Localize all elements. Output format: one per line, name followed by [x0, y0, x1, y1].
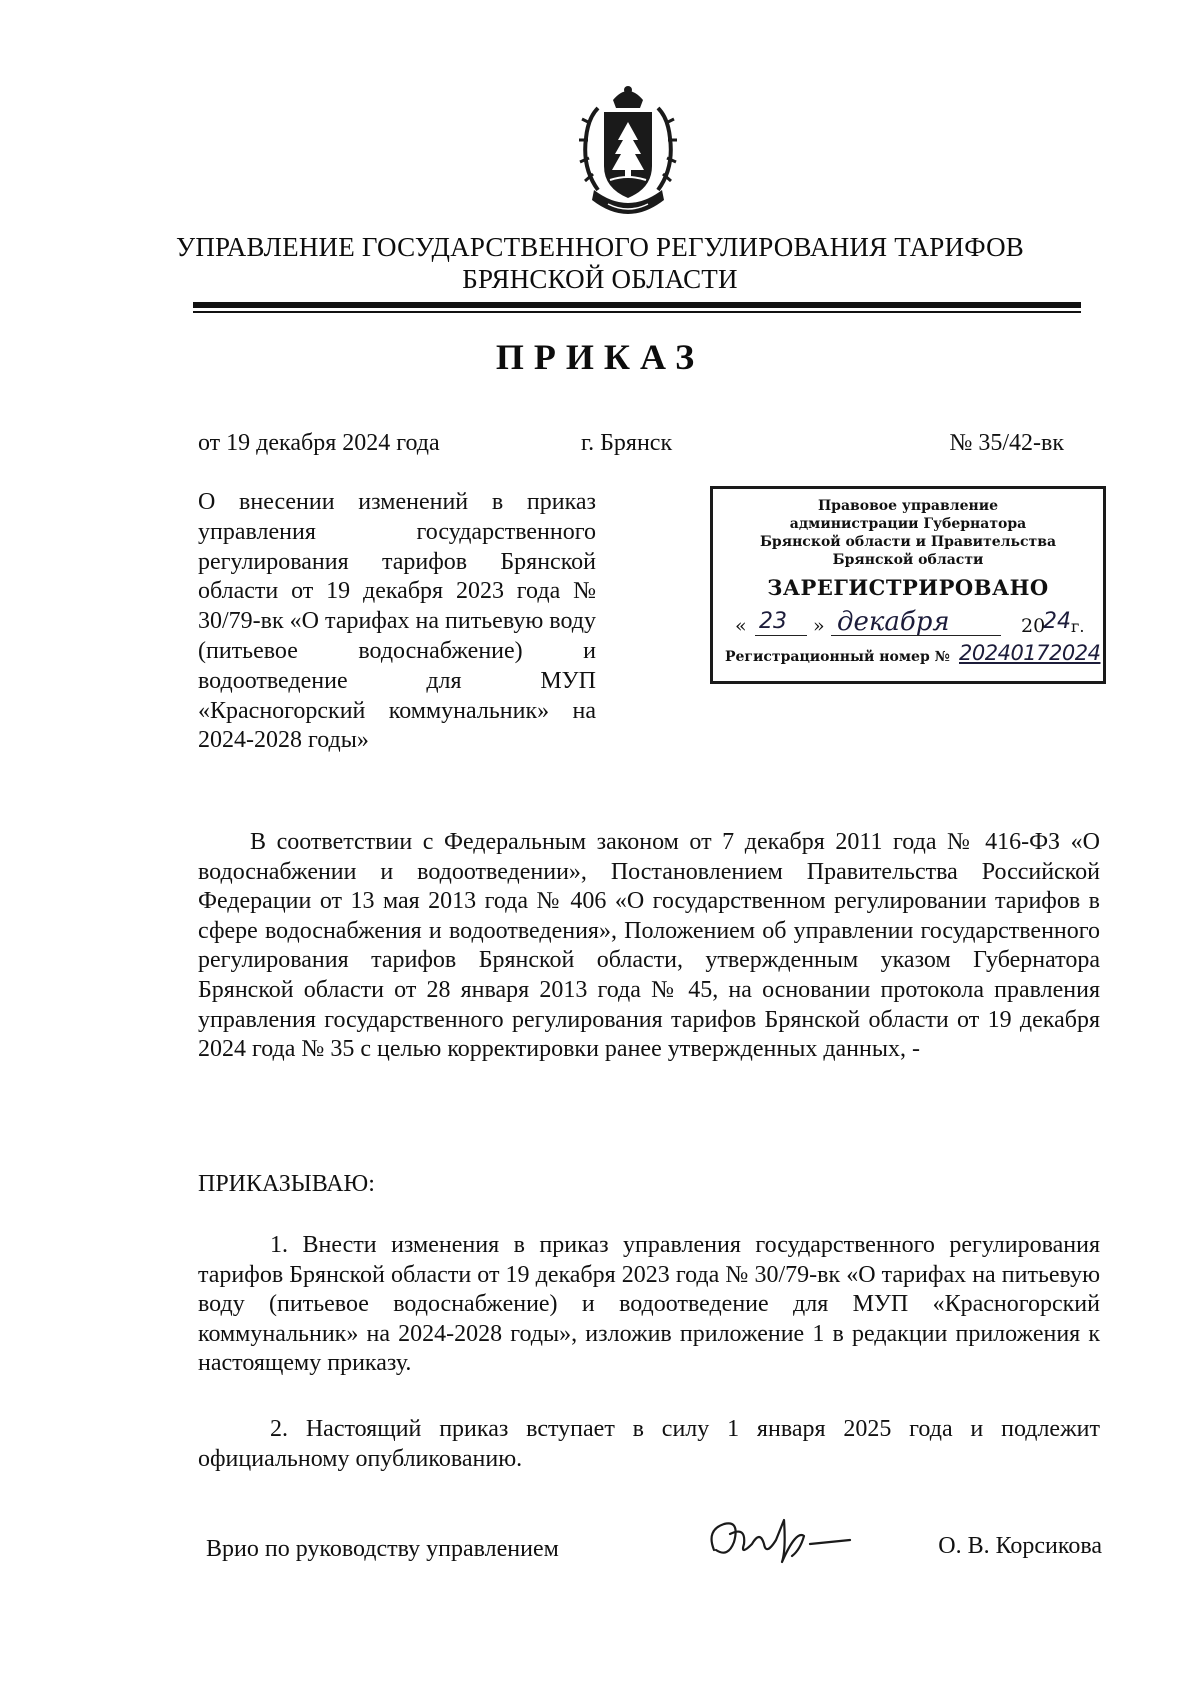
stamp-line1: Правовое управление [817, 498, 999, 514]
document-city: г. Брянск [581, 430, 673, 456]
stamp-registration-number: 20240172024 [959, 641, 1101, 665]
document-number: № 35/42-вк [949, 430, 1064, 456]
decree-heading: ПРИКАЗЫВАЮ: [198, 1171, 375, 1197]
stamp-quote-close: » [813, 615, 825, 637]
stamp-date-row [735, 607, 1090, 643]
header-rule-thick [193, 302, 1081, 308]
preamble-paragraph: В соответствии с Федеральным законом от 7 декабря 2011 года № 416-ФЗ «О водоснабжении и водоотведении», Постановлением Правительства Российской Федерации от 13 мая 2013 года № 406 «О государственном регулировании тарифов в сфере водоснабжения и водоотведения», Положением об управлении государственного регулирования тарифов Брянской области, утвержденным указом Губернатора Брянской области от 28 января 2013 года № 45, на основании протокола правления управления государственного регулирования тарифов Брянской области от 19 декабря 2024 года № 35 с целью корректировки ранее утвержденных данных, - [198, 829, 1100, 1063]
stamp-day-handwritten: 23 [759, 609, 787, 634]
handwritten-signature [700, 1500, 860, 1580]
signatory-name: О. В. Корсикова [938, 1533, 1102, 1559]
stamp-month-handwritten: декабря [837, 607, 950, 637]
signatory-role: Врио по руководству управлением [206, 1536, 559, 1562]
stamp-line4: Брянской области [832, 552, 984, 568]
stamp-line2: администрации Губернатора [789, 516, 1027, 532]
stamp-month-underline [831, 635, 1001, 636]
header-rule-thin [193, 311, 1081, 313]
stamp-registered-label: ЗАРЕГИСТРИРОВАНО [767, 575, 1049, 600]
document-subject: О внесении изменений в приказ управления государственного регулирования тарифов Брянской области от 19 декабря 2023 года № 30/79-вк «О тарифах на питьевую воду (питьевое водоснабжение) и водоотведение для МУП «Красногорский коммунальник» на 2024-2028 годы» [198, 489, 596, 754]
registration-stamp [710, 486, 1106, 684]
coat-of-arms-emblem [568, 78, 688, 228]
document-date: от 19 декабря 2024 года [198, 430, 440, 456]
stamp-quote-open: « [735, 615, 747, 637]
document-title: ПРИКАЗ [495, 337, 705, 377]
order-item-2: 2. Настоящий приказ вступает в силу 1 января 2025 года и подлежит официальному опубликованию. [198, 1416, 1100, 1472]
stamp-year-handwritten: 24 [1043, 609, 1071, 634]
stamp-year-prefix: 20 [1021, 615, 1046, 637]
organization-name-line1: УПРАВЛЕНИЕ ГОСУДАРСТВЕННОГО РЕГУЛИРОВАНИЯ ТАРИФОВ [176, 232, 1024, 262]
stamp-day-underline [755, 635, 807, 636]
stamp-registration-label: Регистрационный номер № [725, 649, 950, 665]
organization-name-line2: БРЯНСКОЙ ОБЛАСТИ [462, 264, 738, 294]
stamp-line3: Брянской области и Правительства [759, 534, 1057, 550]
stamp-year-unit: г. [1071, 617, 1085, 636]
order-item-1: 1. Внести изменения в приказ управления государственного регулирования тарифов Брянской области от 19 декабря 2023 года № 30/79-вк «О тарифах на питьевую воду (питьевое водоснабжение) и водоотведение для МУП «Красногорский коммунальник» на 2024-2028 годы», изложив приложение 1 в редакции приложения к настоящему приказу. [198, 1232, 1100, 1377]
